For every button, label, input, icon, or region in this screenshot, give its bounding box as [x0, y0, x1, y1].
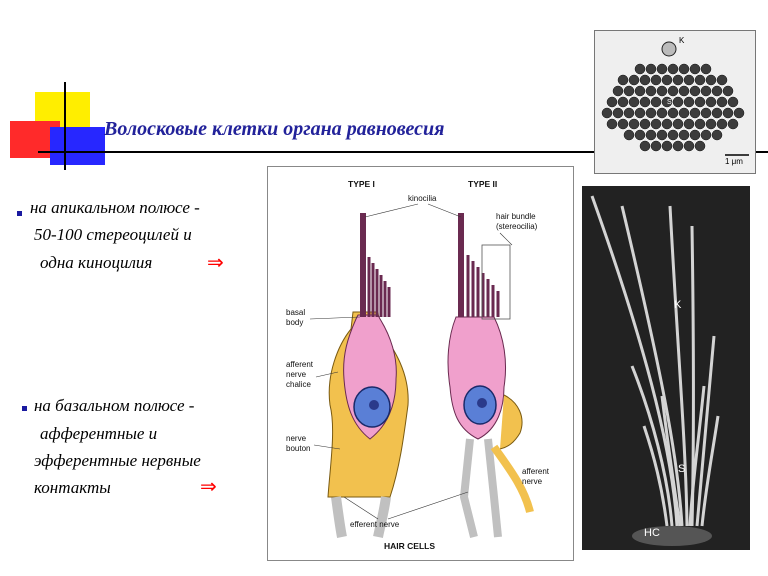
label-bouton: bouton [286, 444, 311, 453]
stereocilium-dot [662, 75, 672, 85]
sem-micrograph [582, 186, 750, 550]
stereocilium-dot [706, 97, 716, 107]
stereocilium-dot [673, 97, 683, 107]
stereocilium-dot [684, 141, 694, 151]
stereocilium-dot [668, 64, 678, 74]
stereocilium-dot [690, 64, 700, 74]
bullet-marker [17, 211, 22, 216]
stereocilium-dot [701, 130, 711, 140]
stereocilium-dot [629, 119, 639, 129]
stereocilium-dot [613, 108, 623, 118]
stereocilium-dot [668, 130, 678, 140]
stereocilium-dot [640, 141, 650, 151]
stereocilium-dot [646, 108, 656, 118]
stereocilium-dot [657, 86, 667, 96]
sem-image [582, 186, 750, 550]
label-body: body [286, 318, 304, 327]
stereocilium-dot [651, 97, 661, 107]
stereocilium-dot [717, 75, 727, 85]
arrow-icon: ⇒ [207, 250, 224, 274]
stereocilium-dot [624, 130, 634, 140]
stereocilium-dot [635, 130, 645, 140]
label-chalice: chalice [286, 380, 311, 389]
stereocilium-dot [657, 108, 667, 118]
label-nerve-3: nerve [522, 477, 543, 486]
stereocilium-dot [635, 108, 645, 118]
label-stereocilia: (stereocilia) [496, 222, 538, 231]
cross-section-image [595, 31, 755, 173]
stereocilium-dot [706, 75, 716, 85]
stereocilium-dot [673, 141, 683, 151]
hair-cells-diagram [267, 166, 574, 561]
type-1-cell [328, 213, 408, 537]
label-type-2: TYPE II [468, 179, 498, 189]
stereocilium-dot [723, 86, 733, 96]
stereocilium-dot [706, 119, 716, 129]
stereocilium-dot [662, 141, 672, 151]
stereocilium-dot [640, 119, 650, 129]
stereocilium-dot [695, 141, 705, 151]
slide-title: Волосковые клетки органа равновесия [104, 118, 445, 140]
scale-bar-label: 1 μm [725, 157, 743, 166]
stereocilium-dot [651, 141, 661, 151]
cross-section-micrograph [594, 30, 756, 174]
stereocilium-dot [701, 86, 711, 96]
decor-blue-block [50, 127, 105, 165]
label-type-1: TYPE I [348, 179, 375, 189]
stereocilium-dot [734, 108, 744, 118]
bullet-marker [22, 406, 27, 411]
stereocilium-dot [651, 119, 661, 129]
stereocilium-dot [624, 86, 634, 96]
hair-cells-illustration [268, 167, 573, 560]
label-hair-bundle: hair bundle [496, 212, 536, 221]
stereocilium-dot [657, 64, 667, 74]
stereocilium-dot [635, 64, 645, 74]
bullet-1-line-1: на апикальном полюсе - [30, 198, 200, 217]
stereocilium-dot [690, 86, 700, 96]
stereocilium-dot [624, 108, 634, 118]
stereocilium-dot [640, 75, 650, 85]
stereocilium-dot [684, 119, 694, 129]
stereocilium-dot [613, 86, 623, 96]
bullet-2-line-3: эфферентные нервные [34, 451, 201, 470]
stereocilium-dot [629, 75, 639, 85]
stereocilium-dot [657, 130, 667, 140]
decor-vertical-line [64, 82, 66, 170]
stereocilium-dot [690, 108, 700, 118]
bullet-2-line-4: контакты [34, 478, 111, 497]
stereocilium-dot [695, 75, 705, 85]
stereocilium-dot [635, 86, 645, 96]
stereocilium-dot [607, 97, 617, 107]
stereocilium-dot [695, 97, 705, 107]
stereocilium-dot [723, 108, 733, 118]
stereocilium-dot [607, 119, 617, 129]
stereocilium-dot [668, 86, 678, 96]
stereocilium-dot [684, 97, 694, 107]
stereocilium-dot [679, 108, 689, 118]
label-nerve-2: nerve [286, 434, 307, 443]
label-efferent-nerve: efferent nerve [350, 520, 400, 529]
micro-label-s: S [667, 99, 672, 106]
stereocilium-dot [679, 130, 689, 140]
stereocilium-dot [673, 119, 683, 129]
stereocilium-dot [629, 97, 639, 107]
stereocilium-dot [728, 119, 738, 129]
stereocilium-dot [602, 108, 612, 118]
label-afferent: afferent [286, 360, 313, 369]
stereocilium-dot [651, 75, 661, 85]
stereocilium-dot [673, 75, 683, 85]
stereocilium-dot [640, 97, 650, 107]
stereocilium-dot [662, 119, 672, 129]
label-basal: basal [286, 308, 306, 317]
stereocilium-dot [690, 130, 700, 140]
stereocilium-dot [695, 119, 705, 129]
stereocilium-dot [684, 75, 694, 85]
label-nerve: nerve [286, 370, 307, 379]
micro-label-k: K [679, 36, 685, 45]
stereocilium-dot [712, 86, 722, 96]
bullet-1-line-3: одна киноцилия [40, 253, 153, 272]
stereocilium-dot [618, 97, 628, 107]
stereocilium-dot [728, 97, 738, 107]
bullet-2-line-2: афферентные и [40, 424, 158, 443]
stereocilium-dot [717, 97, 727, 107]
stereocilium-dot [712, 108, 722, 118]
stereocilium-dot [618, 75, 628, 85]
arrow-icon: ⇒ [200, 474, 217, 498]
stereocilium-dot [701, 108, 711, 118]
sem-label-s: S [678, 463, 686, 475]
bullet-2-line-1: на базальном полюсе - [34, 396, 195, 415]
stereocilium-dot [717, 119, 727, 129]
bullet-1-line-2: 50-100 стереоцилей и [34, 225, 192, 244]
stereocilium-dot [679, 64, 689, 74]
diagram-caption: HAIR CELLS [384, 541, 435, 551]
stereocilium-dot [646, 86, 656, 96]
label-kinocilia: kinocilia [408, 194, 437, 203]
type-2-cell [448, 213, 530, 537]
stereocilium-dot [679, 86, 689, 96]
stereocilium-dot [646, 130, 656, 140]
stereocilium-dot [668, 108, 678, 118]
stereocilium-dot [701, 64, 711, 74]
label-afferent-2: afferent [522, 467, 549, 476]
sem-label-hc: HC [644, 527, 660, 539]
stereocilium-dot [712, 130, 722, 140]
stereocilium-dot [646, 64, 656, 74]
stereocilium-dot [618, 119, 628, 129]
sem-label-k: K [674, 299, 682, 311]
